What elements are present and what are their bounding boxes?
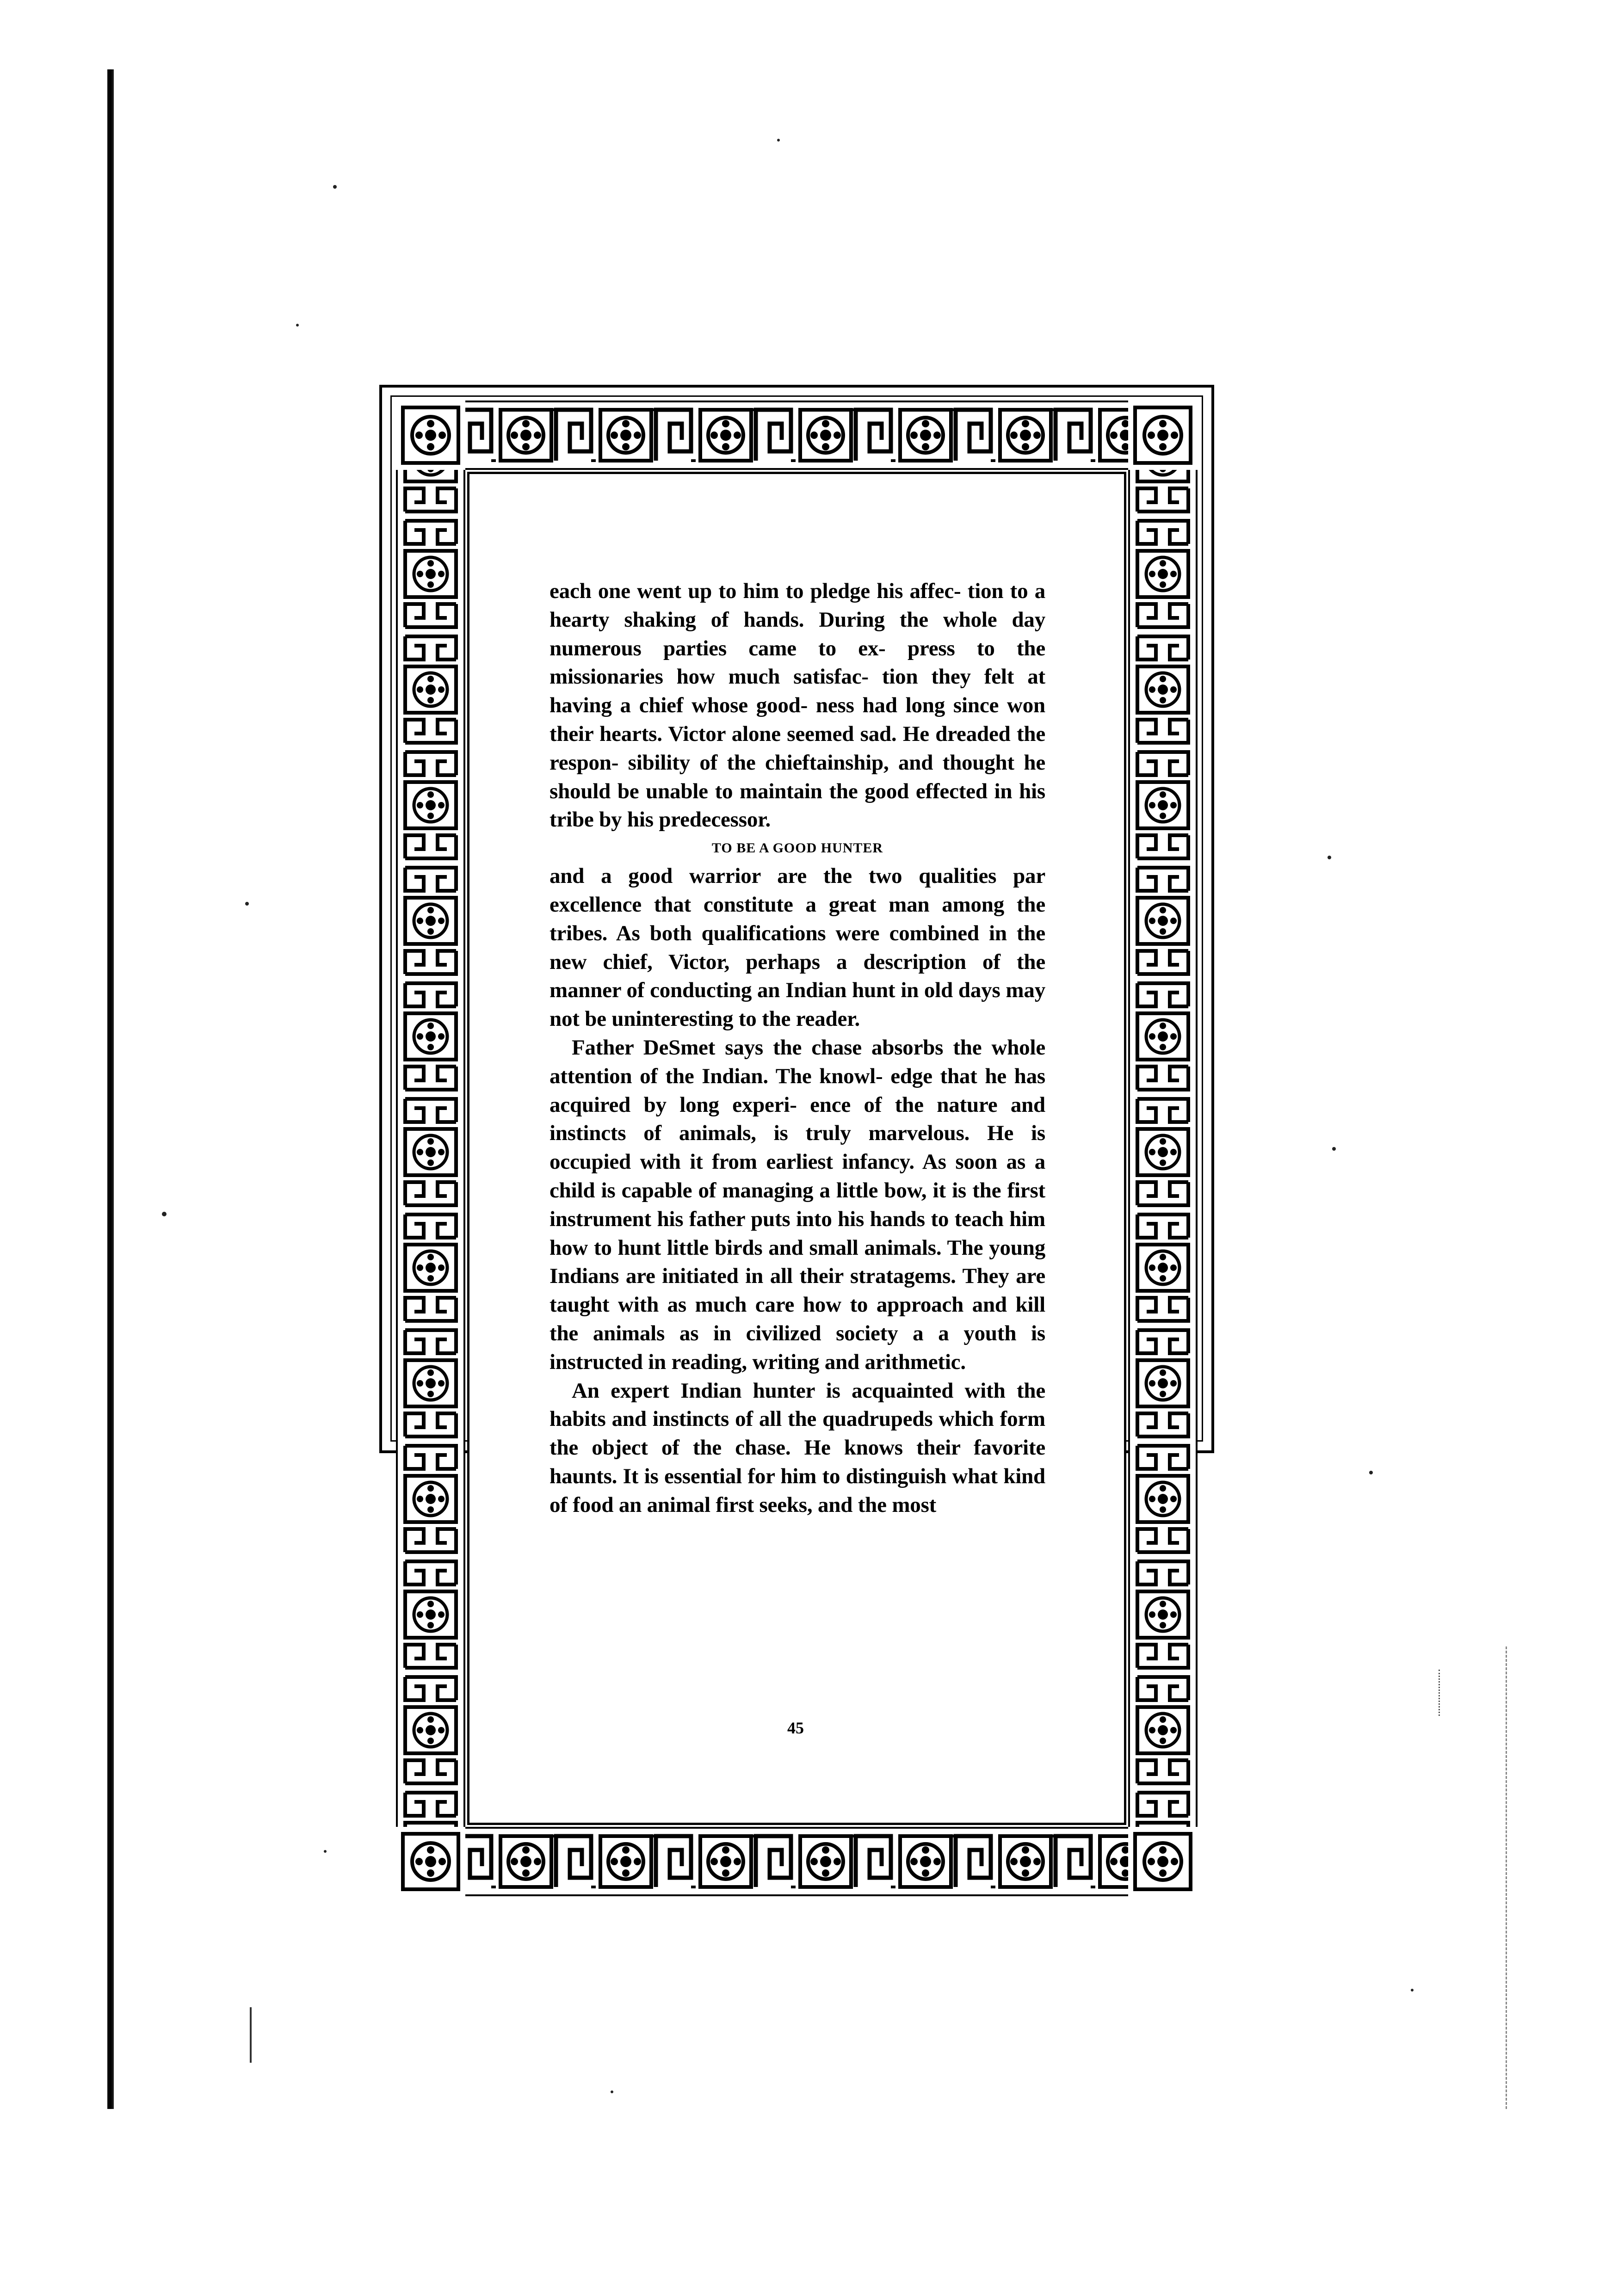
scan-edge-artifact — [107, 69, 114, 2109]
greek-key-border-top — [396, 401, 1198, 470]
speck — [245, 902, 249, 906]
speck — [1328, 856, 1331, 859]
speck — [777, 139, 780, 142]
speck — [611, 2090, 613, 2093]
greek-key-border-left — [396, 401, 465, 1896]
speck — [1369, 1471, 1373, 1474]
speck — [324, 1850, 327, 1853]
page-body-text — [550, 577, 1045, 1520]
speck — [1332, 1147, 1336, 1151]
scan-mark — [250, 2007, 252, 2063]
page-number: 45 — [787, 1719, 804, 1737]
scan-edge-right — [1506, 1646, 1510, 2109]
paragraph-expert-hunter: An expert Indian hunter is acquainted with the habits and instincts of all the quadrupeds which form the object of the chase. He knows their favorite haunts. It is essential for him to distinguish what kind of food an animal first seeks, and the most — [550, 1378, 1045, 1517]
speck — [1411, 1989, 1414, 1992]
speck — [296, 324, 299, 327]
greek-key-border-right — [1128, 401, 1198, 1896]
paragraph-desmet: Father DeSmet says the chase absorbs the whole attention of the Indian. The knowl- edge that he has acquired by long experi- ence of the nature and instincts of animals, is truly marvelous. He is occupied with it from earliest infancy. As soon as a child is capable of managing a little bow, it is the first instrument his father puts into his hands to teach him how to hunt little birds and small animals. The young Indians are initiated in all their stratagems. They are taught with as much care how to approach and kill the animals as in civilized society a a youth is instructed in reading, writing and arithmetic. — [550, 1035, 1045, 1374]
speck — [333, 185, 337, 189]
corner-rosette-bottom-right — [1128, 1827, 1198, 1896]
scan-mark-right — [1439, 1670, 1458, 1716]
corner-rosette-top-right — [1128, 401, 1198, 470]
paragraph-pledge: each one went up to him to pledge his affec- tion to a hearty shaking of hands. During the whole day numerous parties came to ex- press to the missionaries how much satisfac- tion they felt at having a chief whose good- ness had long since won their hearts. Victor alone seemed sad. He dreaded the respon- sibility of the chieftainship, and thought he should be unable to maintain the good effected in his tribe by his predecessor. — [550, 579, 1045, 832]
corner-rosette-bottom-left — [396, 1827, 465, 1896]
speck — [162, 1212, 167, 1216]
corner-rosette-top-left — [396, 401, 465, 470]
paragraph-good-warrior: and a good warrior are the two qualities par excellence that constitute a great man among the tribes. As both qualifications were combined in the new chief, Victor, perhaps a description of the manner of conducting an Indian hunt in old days may not be uninteresting to the reader. — [550, 864, 1045, 1031]
section-subhead: TO BE A GOOD HUNTER — [711, 840, 883, 856]
greek-key-border-bottom — [396, 1827, 1198, 1896]
